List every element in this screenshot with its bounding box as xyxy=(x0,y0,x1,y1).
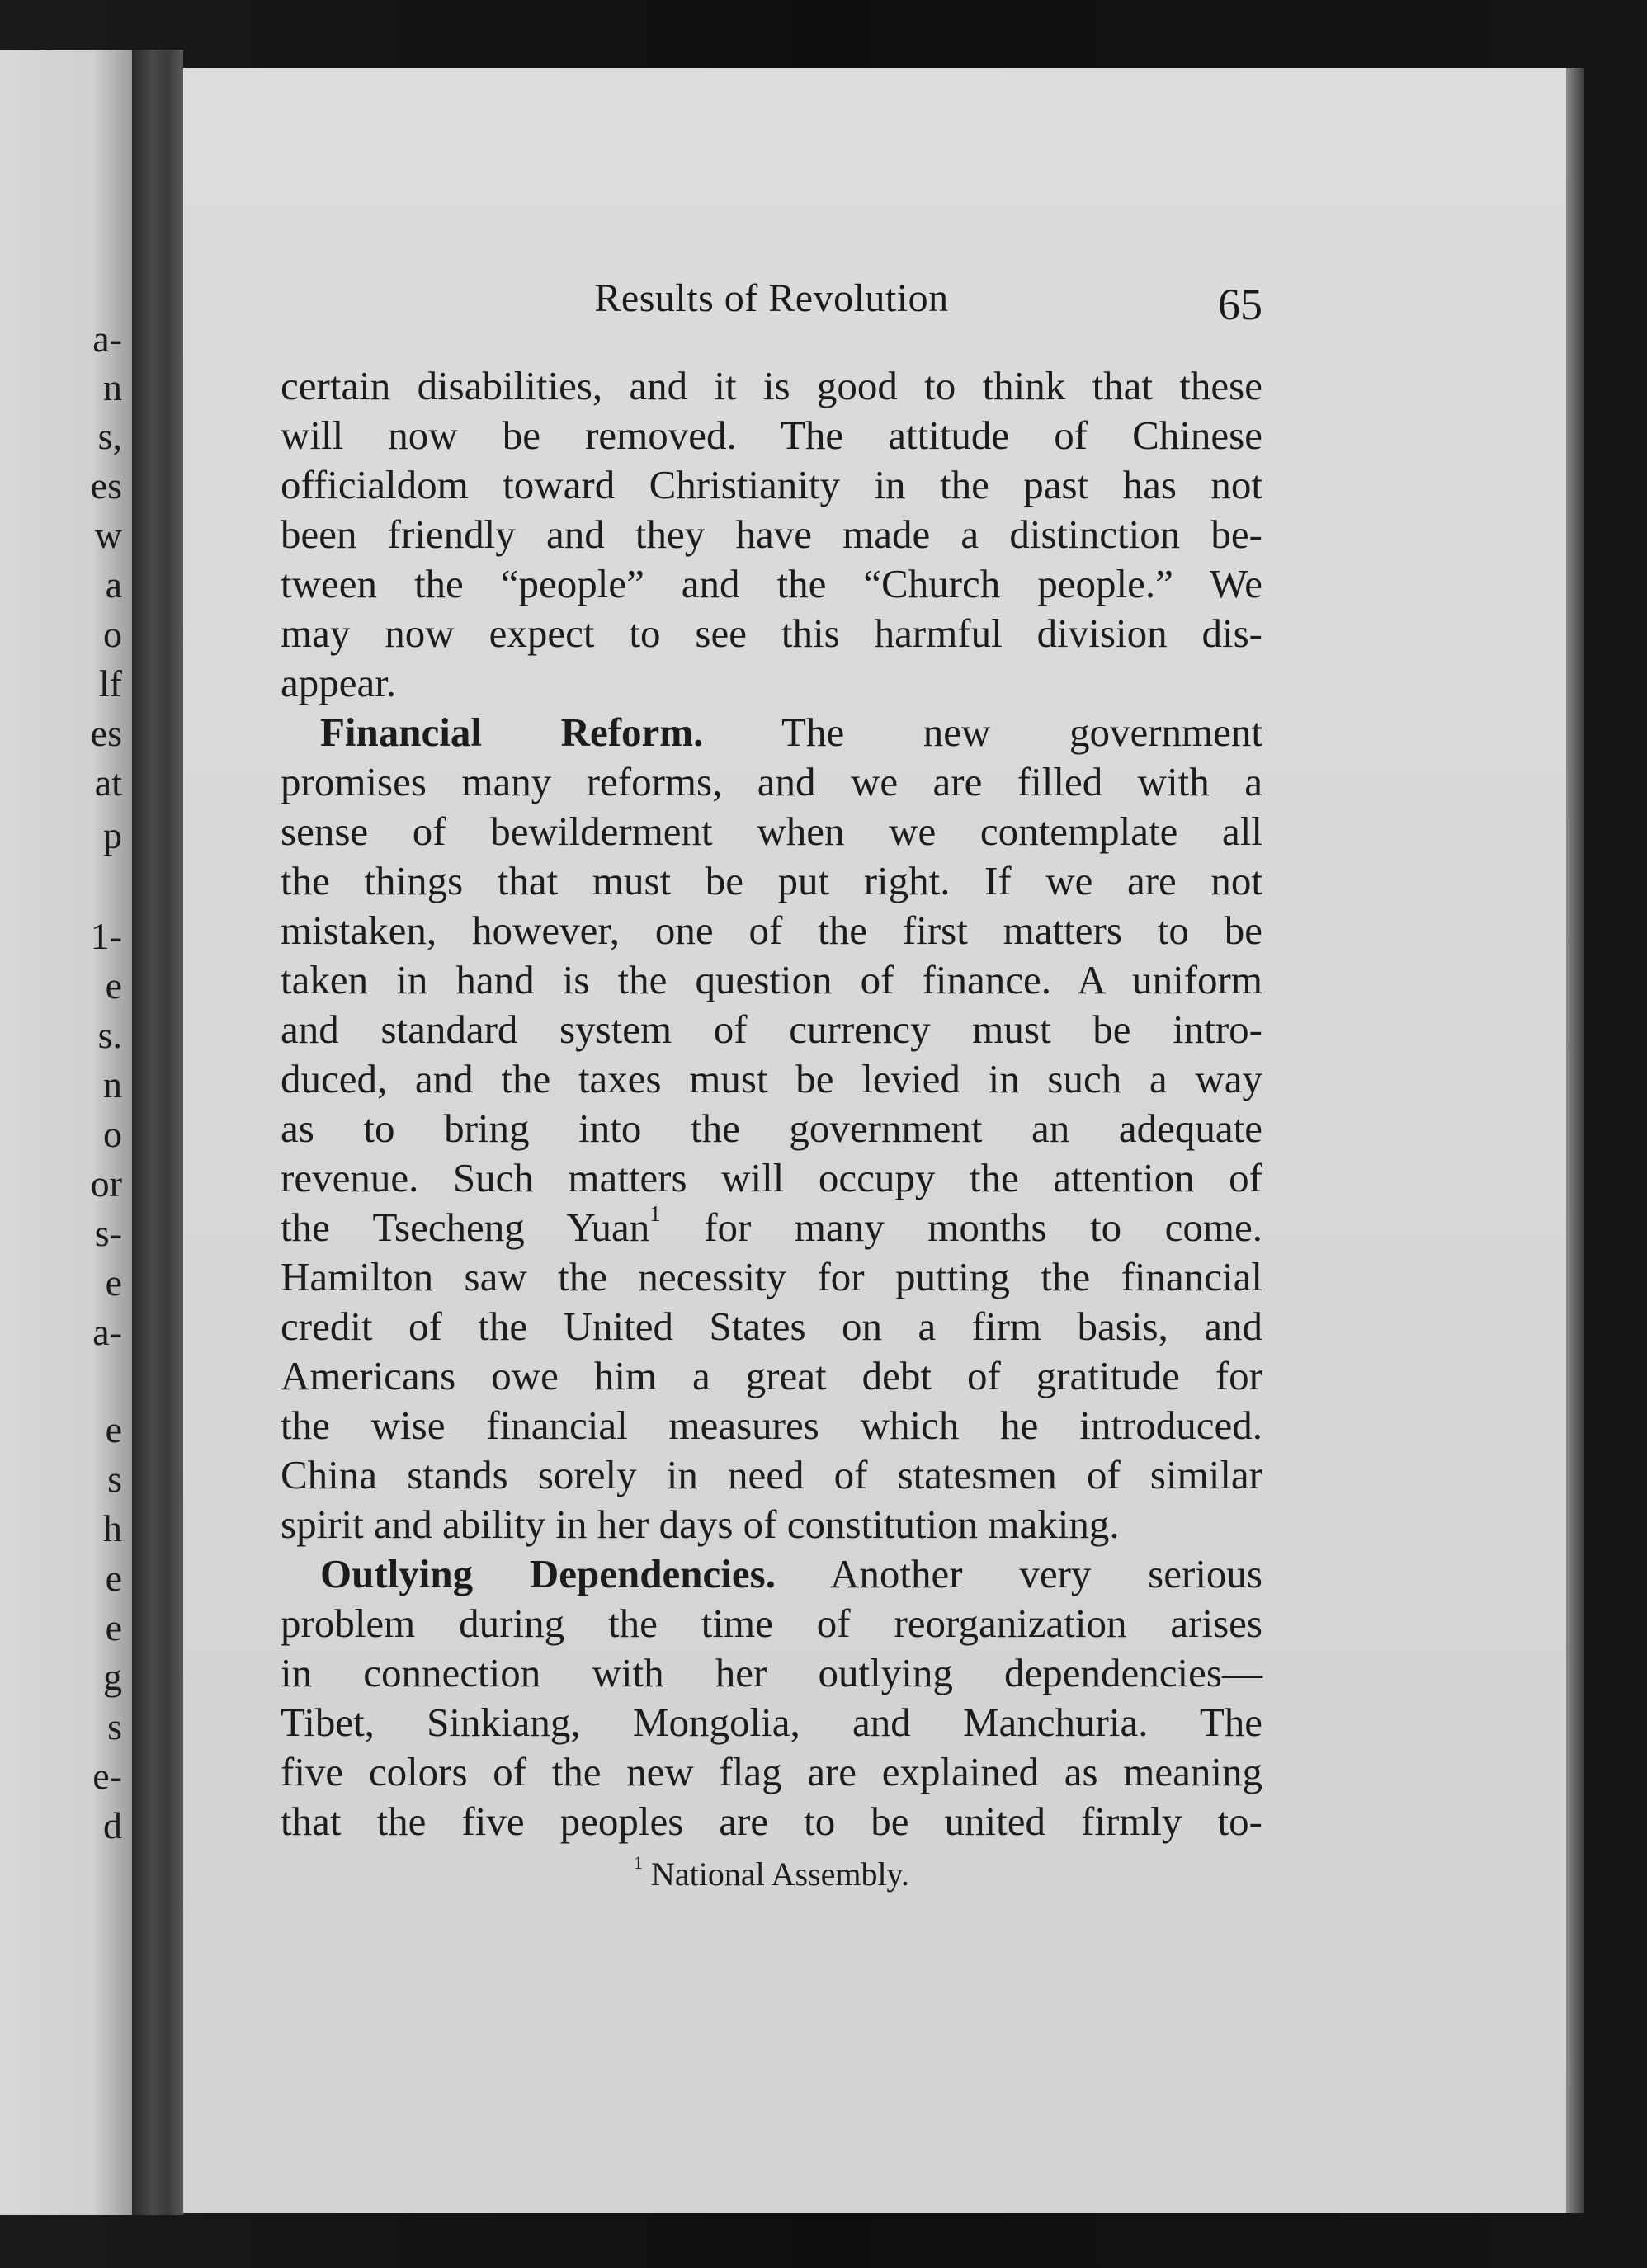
running-title: Results of Revolution xyxy=(594,276,949,320)
text-line: may now expect to see this harmful division dis- xyxy=(281,611,1262,656)
facing-page-fragment: n xyxy=(103,366,122,408)
page-edge-shadow xyxy=(1566,68,1584,2213)
facing-page-fragment: s- xyxy=(94,1212,122,1254)
text-line: promises many reforms, and we are filled with a xyxy=(281,759,1262,804)
text-line: certain disabilities, and it is good to think that these xyxy=(281,363,1262,408)
facing-page-fragment: or xyxy=(90,1162,122,1205)
footnote-reference: 1 xyxy=(649,1200,661,1226)
facing-page-edge xyxy=(0,50,134,2215)
facing-page-fragment: s xyxy=(107,1458,122,1500)
text-line: Tibet, Sinkiang, Mongolia, and Manchuria. The xyxy=(281,1700,1262,1745)
footnote xyxy=(281,1852,1262,1893)
section-heading-financial-reform: Financial Reform. xyxy=(320,710,704,755)
facing-page-fragment: g xyxy=(103,1656,122,1698)
text-fragment: Another very serious xyxy=(830,1551,1263,1596)
facing-page-fragment: a- xyxy=(92,318,122,360)
facing-page-fragment: a xyxy=(105,563,122,606)
text-line: taken in hand is the question of finance. A uniform xyxy=(281,957,1262,1002)
facing-page-fragment: 1- xyxy=(90,915,122,957)
text-line-tsecheng xyxy=(281,1200,1263,1252)
text-line: the things that must be put right. If we are not xyxy=(281,858,1262,903)
text-line: as to bring into the government an adequate xyxy=(281,1106,1262,1151)
facing-page-fragment: e- xyxy=(92,1755,122,1797)
section-heading-outlying-dependencies: Outlying Dependencies. xyxy=(320,1551,776,1596)
text-line: China stands sorely in need of statesmen of similar xyxy=(281,1452,1262,1497)
text-fragment: The new government xyxy=(781,710,1262,755)
section-first-line xyxy=(281,708,1262,757)
text-line: that the five peoples are to be united firmly to- xyxy=(281,1799,1262,1844)
running-header xyxy=(281,276,1262,333)
facing-page-fragment: p xyxy=(103,814,122,856)
text-line: revenue. Such matters will occupy the attention of xyxy=(281,1155,1262,1200)
body-text xyxy=(281,361,1262,1846)
page-number: 65 xyxy=(1218,280,1262,329)
text-line: the wise financial measures which he introduced. xyxy=(281,1403,1262,1448)
text-line: Americans owe him a great debt of gratitude for xyxy=(281,1353,1262,1398)
book-gutter xyxy=(132,50,183,2215)
facing-page-fragment: s xyxy=(107,1705,122,1747)
text-line: been friendly and they have made a distinction be- xyxy=(281,512,1262,557)
facing-page-fragment: e xyxy=(105,1606,122,1648)
text-fragment: the Tsecheng Yuan xyxy=(281,1205,650,1250)
text-line: sense of bewilderment when we contemplate all xyxy=(281,809,1262,854)
text-line: problem during the time of reorganization arises xyxy=(281,1601,1262,1646)
section-first-line xyxy=(281,1549,1262,1599)
facing-page-fragment: at xyxy=(94,762,122,804)
text-line: five colors of the new flag are explained as meaning xyxy=(281,1749,1262,1794)
facing-page-fragment: n xyxy=(103,1063,122,1106)
facing-page-fragment: o xyxy=(103,1113,122,1155)
text-line: duced, and the taxes must be levied in such a way xyxy=(281,1056,1262,1101)
footnote-mark: 1 xyxy=(634,1852,644,1874)
facing-page-fragment: s, xyxy=(97,415,122,457)
facing-page-fragment: o xyxy=(103,613,122,655)
text-line: mistaken, however, one of the first matters to be xyxy=(281,908,1262,953)
facing-page-fragment: lf xyxy=(98,662,122,705)
facing-page-fragment: e xyxy=(105,964,122,1007)
text-line: Hamilton saw the necessity for putting the financial xyxy=(281,1254,1262,1299)
footnote-text: National Assembly. xyxy=(651,1855,909,1893)
text-fragment: for many months to come. xyxy=(660,1205,1263,1250)
text-line: and standard system of currency must be intro- xyxy=(281,1007,1262,1052)
facing-page-fragment: e xyxy=(105,1557,122,1599)
text-line: appear. xyxy=(281,660,397,705)
facing-page-fragment: s. xyxy=(97,1014,122,1056)
facing-page-fragment: e xyxy=(105,1408,122,1450)
facing-page-fragment: h xyxy=(103,1507,122,1549)
text-line: officialdom toward Christianity in the past has not xyxy=(281,462,1262,507)
text-line: credit of the United States on a firm basis, and xyxy=(281,1304,1262,1349)
facing-page-fragment: w xyxy=(94,514,122,556)
facing-page-fragment: d xyxy=(103,1804,122,1846)
facing-page-fragment: es xyxy=(90,712,122,754)
text-line: in connection with her outlying dependencies— xyxy=(281,1650,1262,1695)
text-line: will now be removed. The attitude of Chinese xyxy=(281,413,1262,458)
text-line: spirit and ability in her days of constitution making. xyxy=(281,1502,1120,1547)
facing-page-fragment: es xyxy=(90,464,122,507)
facing-page-fragment: a- xyxy=(92,1311,122,1353)
facing-page-fragment: e xyxy=(105,1261,122,1304)
text-line: tween the “people” and the “Church people.” We xyxy=(281,561,1262,606)
